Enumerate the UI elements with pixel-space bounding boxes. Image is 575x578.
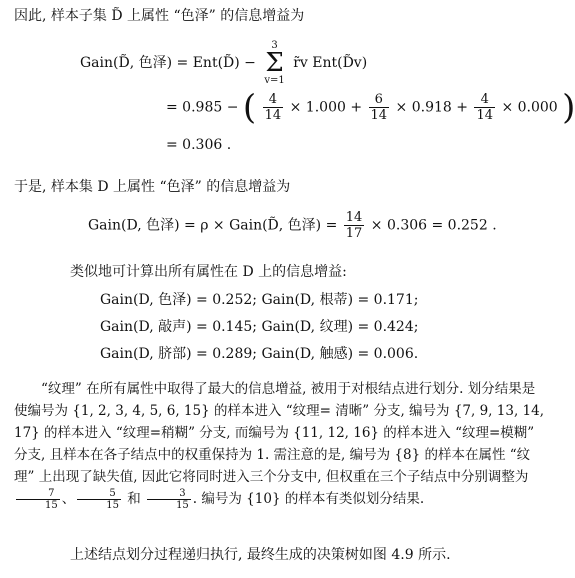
eq1-line2-prefix: = 0.985 −	[166, 99, 239, 116]
eq1-term3-frac: $\frac{4}{14}$	[476, 92, 493, 123]
final-line: 上述结点划分过程递归执行, 最终生成的决策树如图 4.9 所示.	[70, 547, 451, 563]
eq1-term2-frac: $\frac{6}{14}$	[370, 92, 388, 123]
intro-line: 因此, 样本子集 D̃ 上属性 “色泽” 的信息增益为	[14, 8, 305, 24]
eq1-rhs: r̃v Ent(D̃v)	[293, 55, 368, 71]
sum-upper: 3	[271, 40, 278, 51]
eq1-term2-tail: × 0.918 +	[395, 99, 468, 116]
sigma-glyph: Σ	[265, 48, 284, 78]
eq2-line	[88, 210, 497, 241]
body-paragraph: “纹理” 在所有属性中取得了最大的信息增益, 被用于对根结点进行划分. 划分结果是使编号为 {1, 2, 3, 4, 5, 6, 15} 的样本进入 “纹理= 清晰” 分支, 编号为 {7, 9, 13, 14, 17} 的样本进入 “纹理=稍糊” 分支, 而编号为 {11, 12, 16} 的样本进入 “纹理=模糊” 分支, 且样本在各子结点中的权重保持为 1. 需注意的是, 编号为 {8} 的样本在属性 “纹理” 上出现了缺失值, 因此它将同时进入三个分支中, 但权重在三个子结点中分别调整为 $\frac{7}{15}$ 、 $\frac{5}{15}$ 和 $\frac{3}{15}$ . 编号为 {10} 的样本有类似划分结果.	[14, 381, 544, 511]
weight-frac-2: $\frac{5}{15}$	[77, 488, 121, 511]
gain-row-1: Gain(D, 色泽) = 0.252; Gain(D, 根蒂) = 0.171;	[100, 292, 419, 308]
left-paren: (	[242, 87, 257, 128]
paragraph-end: . 编号为 {10} 的样本有类似划分结果.	[192, 491, 425, 507]
weight-frac-1: $\frac{7}{15}$	[16, 488, 60, 511]
eq1-term3-tail: × 0.000	[501, 99, 558, 116]
and-word: 和	[127, 491, 141, 507]
gain-row-2: Gain(D, 敲声) = 0.145; Gain(D, 纹理) = 0.424;	[100, 319, 419, 335]
similar-line: 类似地可计算出所有属性在 D 上的信息增益:	[70, 264, 347, 280]
eq1-term1-tail: × 1.000 +	[289, 99, 363, 116]
eq1-line3: = 0.306 .	[166, 137, 232, 153]
line-yu: 于是, 样本集 D 上属性 “色泽” 的信息增益为	[14, 179, 291, 195]
eq2-rhs: × 0.306 = 0.252 .	[370, 217, 497, 234]
right-paren: )	[562, 87, 575, 128]
eq2-frac: $\frac{14}{17}$	[345, 210, 363, 241]
eq1-lhs: Gain(D̃, 色泽) = Ent(D̃) −	[80, 55, 256, 71]
paragraph-text: “纹理” 在所有属性中取得了最大的信息增益, 被用于对根结点进行划分. 划分结果是使编号为 {1, 2, 3, 4, 5, 6, 15} 的样本进入 “纹理= 清晰” 分支, 编号为 {7, 9, 13, 14, 17} 的样本进入 “纹理=稍糊” 分支, 而编号为 {11, 12, 16} 的样本进入 “纹理=模糊” 分支, 且样本在各子结点中的权重保持为 1. 需注意的是, 编号为 {8} 的样本在属性 “纹理” 上出现了缺失值, 因此它将同时进入三个分支中, 但权重在三个子结点中分别调整为	[14, 381, 544, 485]
weight-frac-3: $\frac{3}{15}$	[147, 488, 191, 511]
sum-symbol	[264, 40, 284, 86]
eq1-line2	[166, 87, 575, 128]
gain-row-3: Gain(D, 脐部) = 0.289; Gain(D, 触感) = 0.006.	[100, 346, 419, 362]
eq1-line1	[80, 40, 367, 86]
sum-lower: v=1	[264, 75, 285, 86]
eq1-term1-frac: $\frac{4}{14}$	[264, 92, 282, 123]
eq2-lhs: Gain(D, 色泽) = ρ × Gain(D̃, 色泽) =	[88, 217, 338, 234]
